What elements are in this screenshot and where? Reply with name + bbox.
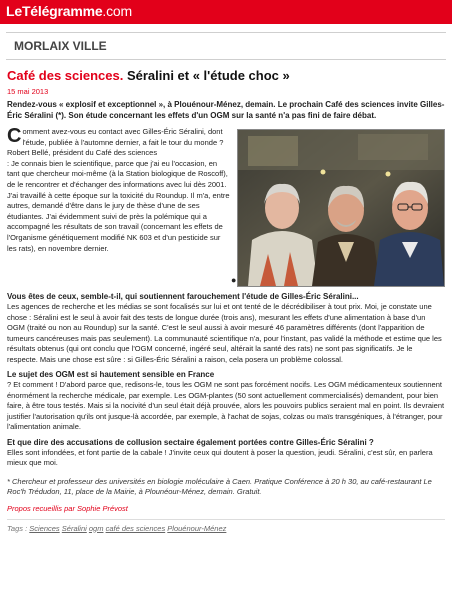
site-header (0, 0, 452, 24)
first-answer-row (7, 127, 445, 287)
section-title: MORLAIX VILLE (6, 32, 446, 60)
answer-3: ? Et comment ! D'abord parce que, redisons-le, tous les OGM ne sont pas forcément nocifs. Les OGM médicamenteux soutiennent énormément la recherche médicale, par exemple. Les OGM-plantes (50 sont actuellement commercialisés) demandent, pour bien faire, à être tous testés. Mais si la nocivité d'un seul était déjà prouvée, alors les pouvoirs publics seraient mal en point. Ils devraient justifier l'autorisation qu'ils ont jusque-là accordée, par exemple, à l'achat de sojas, colzas ou maïs transgéniques, à l'étranger, pour l'alimentation animale. (7, 380, 445, 431)
footnote: * Chercheur et professeur des universités en biologie moléculaire à Caen. Pratique Conférence à 20 h 30, au café-restaurant Le Roc'h Trédudon, 11, place de la Mairie, à Plounéour-Ménez, demain. Gratuit. (7, 476, 432, 496)
article-intro: Rendez-vous « explosif et exceptionnel », à Plouénour-Ménez, demain. Le prochain Café des sciences invite Gilles-Éric Séralini (*). Son étude concernant les effets d'un OGM sur la santé n'a pas fini de faire débat. (7, 100, 445, 120)
article-date: 15 mai 2013 (7, 87, 49, 96)
answer-2: Les agences de recherche et les médias se sont focalisés sur lui et ont tenté de le décrédibiliser à tout prix. Moi, je constate une chose : Séralini est le seul à avoir fait des tests de longue durée (trois ans), mesurant les effets d'une alimentation à base d'un OGM (traité ou non au Roundup) sur la santé. C'est le seul aussi à avoir mesuré 46 paramètres différents (dont l'apparition de tumeurs cancéreuses mais pas seulement). La communauté scientifique n'a, pour l'instant, pas validé la méthode et estime que les résultats obtenus (qui ont conclu que l'OGM concerné, ingéré seul, altérait la santé des rats) ne sont pas significatifs. Je le respecte. Mais une chose est sûre : si Gilles-Éric Séralini a raison, cela posera un problème colossal. (7, 302, 442, 364)
tag-link[interactable]: café des sciences (105, 523, 166, 533)
speaker-name: Robert Bellé, président du Café des sciences (7, 148, 158, 158)
article-photo-frame (231, 129, 445, 287)
article-title-lead: Café des sciences. (7, 68, 124, 83)
tag-list (7, 519, 445, 533)
question-3: Le sujet des OGM est si hautement sensible en France (7, 370, 215, 379)
logo-main: LeTélégramme (6, 3, 103, 19)
answer-1: : Je connais bien le scientifique, parce que j'ai eu l'occasion, en tant que chercheur moi-même (à la Station biologique de Roscoff), de le rencontrer et d'échanger des informations avec lui dès 2001. J'ai travaillé à cette époque sur la toxicité du Roundup. Il m'a, entre autres, demandé d'être dans le jury de thèse d'une de ses étudiantes. J'ai évidemment suivi de près la polémique qui a accompagné les résultats de son travail (concernant les effets de l'Organisme génétiquement modifié NK 603 et d'un pesticide sur les rats), en novembre dernier. (7, 158, 230, 253)
question-2: Vous êtes de ceux, semble-t-il, qui soutiennent farouchement l'étude de Gilles-Éric Séralini... (7, 292, 359, 301)
tag-link[interactable]: ogm (88, 523, 104, 533)
photo-illustration (238, 130, 444, 286)
tags-label: Tags : (7, 523, 30, 533)
tag-link[interactable]: Séralini (61, 523, 87, 533)
first-qa (7, 127, 231, 287)
author-byline: Propos recueillis par Sophie Prévost (7, 503, 128, 513)
photo-bullet-icon: ● (231, 275, 237, 285)
question-4: Et que dire des accusations de collusion sectaire également portées contre Gilles-Éric Séralini ? (7, 437, 374, 447)
article-title-rest: Séralini et « l'étude choc » (123, 68, 290, 83)
drop-cap: C (7, 125, 22, 147)
article (0, 68, 452, 533)
site-logo[interactable] (6, 3, 132, 19)
tag-link[interactable]: Sciences (29, 523, 60, 533)
article-title (7, 68, 445, 84)
tag-link[interactable]: Plouénour-Ménez (167, 523, 227, 533)
answer-4: Elles sont infondées, et font partie de la cabale ! J'invite ceux qui doutent à poser la question, jeudi. Séralini, c'est sûr, en parlera mieux que moi. (7, 447, 433, 467)
question-1: omment avez-vous eu contact avec Gilles-Éric Séralini, dont l'étude, publiée à l'automne dernier, a fait le tour du monde ? (22, 127, 224, 147)
logo-ext: .com (102, 3, 132, 19)
article-photo[interactable] (237, 129, 445, 287)
